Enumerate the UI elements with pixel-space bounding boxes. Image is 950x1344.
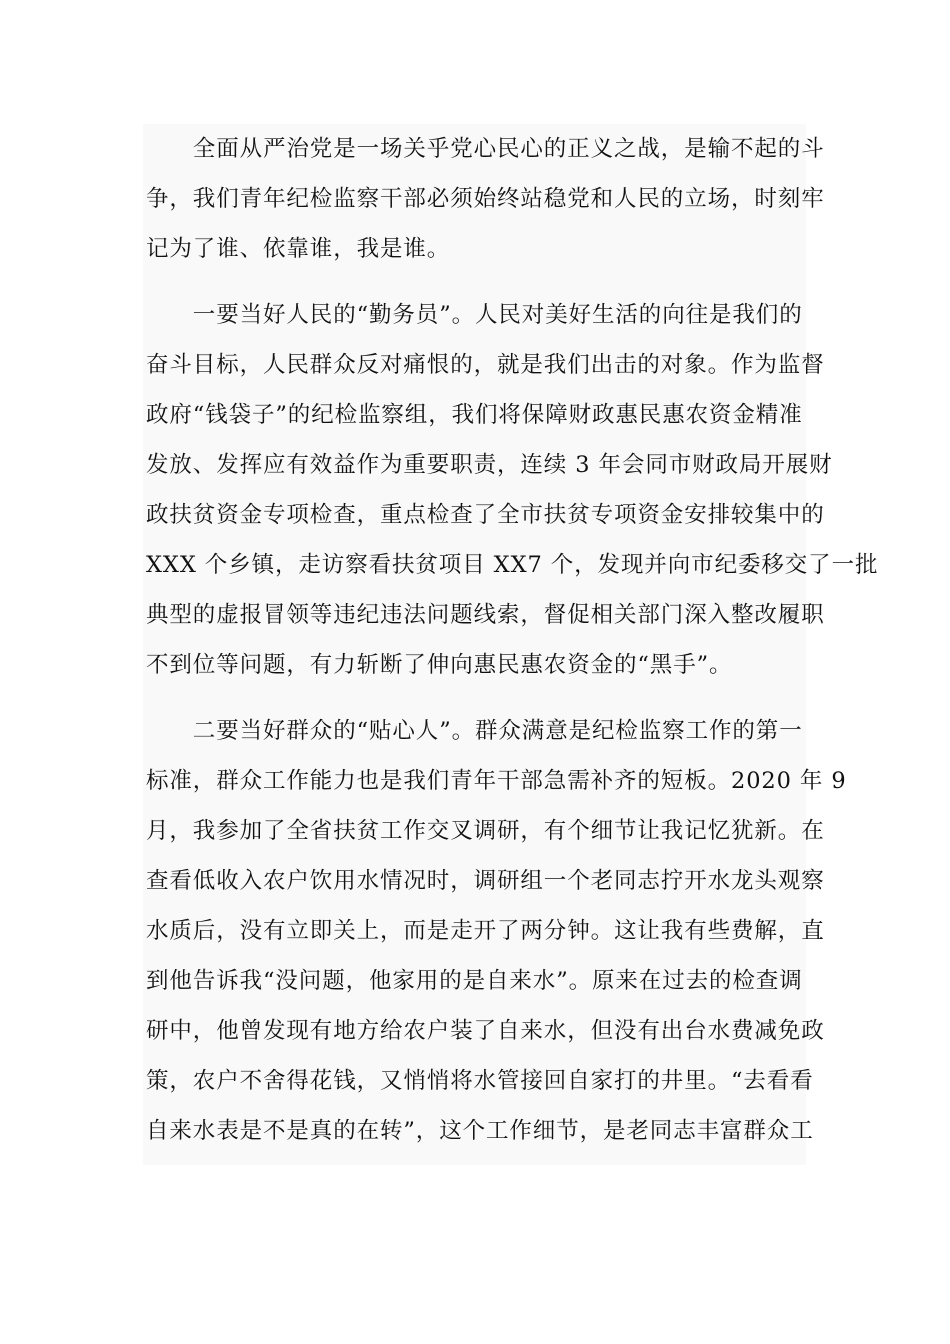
text-line: 政扶贫资金专项检查，重点检查了全市扶贫专项资金安排较集中的 [146, 502, 825, 528]
text-line: 争，我们青年纪检监察干部必须始终站稳党和人民的立场，时刻牢 [146, 186, 825, 212]
text-line: 标准，群众工作能力也是我们青年干部急需补齐的短板。2020 年 9 [146, 768, 847, 794]
paragraph-intro [146, 124, 825, 274]
text-line: 不到位等问题，有力斩断了伸向惠民惠农资金的“黑手”。 [146, 652, 733, 678]
paragraph-gap [146, 690, 811, 706]
text-line: 二要当好群众的“贴心人”。群众满意是纪检监察工作的第一 [146, 718, 803, 744]
text-line: 典型的虚报冒领等违纪违法问题线索，督促相关部门深入整改履职 [146, 602, 825, 628]
paragraph-second-point [146, 706, 847, 1156]
text-line: 水质后，没有立即关上，而是走开了两分钟。这让我有些费解，直 [146, 918, 825, 944]
text-line: 发放、发挥应有效益作为重要职责，连续 3 年会同市财政局开展财 [146, 452, 833, 478]
text-line: 奋斗目标，人民群众反对痛恨的，就是我们出击的对象。作为监督 [146, 352, 825, 378]
paragraph-first-point [146, 290, 879, 690]
text-line: 月，我参加了全省扶贫工作交叉调研，有个细节让我记忆犹新。在 [146, 818, 825, 844]
text-line: 一要当好人民的“勤务员”。人民对美好生活的向往是我们的 [146, 302, 803, 328]
paragraph-gap [146, 274, 811, 290]
text-line: 自来水表是不是真的在转”，这个工作细节，是老同志丰富群众工 [146, 1118, 814, 1144]
text-line: 研中，他曾发现有地方给农户装了自来水，但没有出台水费减免政 [146, 1018, 825, 1044]
text-line: XXX 个乡镇，走访察看扶贫项目 XX7 个，发现并向市纪委移交了一批 [146, 552, 879, 578]
text-line: 策，农户不舍得花钱，又悄悄将水管接回自家打的井里。“去看看 [146, 1068, 814, 1094]
text-line: 政府“钱袋子”的纪检监察组，我们将保障财政惠民惠农资金精准 [146, 402, 803, 428]
text-line: 记为了谁、依靠谁，我是谁。 [146, 236, 451, 262]
text-line: 查看低收入农户饮用水情况时，调研组一个老同志拧开水龙头观察 [146, 868, 825, 894]
text-line: 全面从严治党是一场关乎党心民心的正义之战，是输不起的斗 [146, 136, 825, 162]
document-body [146, 124, 879, 1156]
text-line: 到他告诉我“没问题，他家用的是自来水”。原来在过去的检查调 [146, 968, 803, 994]
